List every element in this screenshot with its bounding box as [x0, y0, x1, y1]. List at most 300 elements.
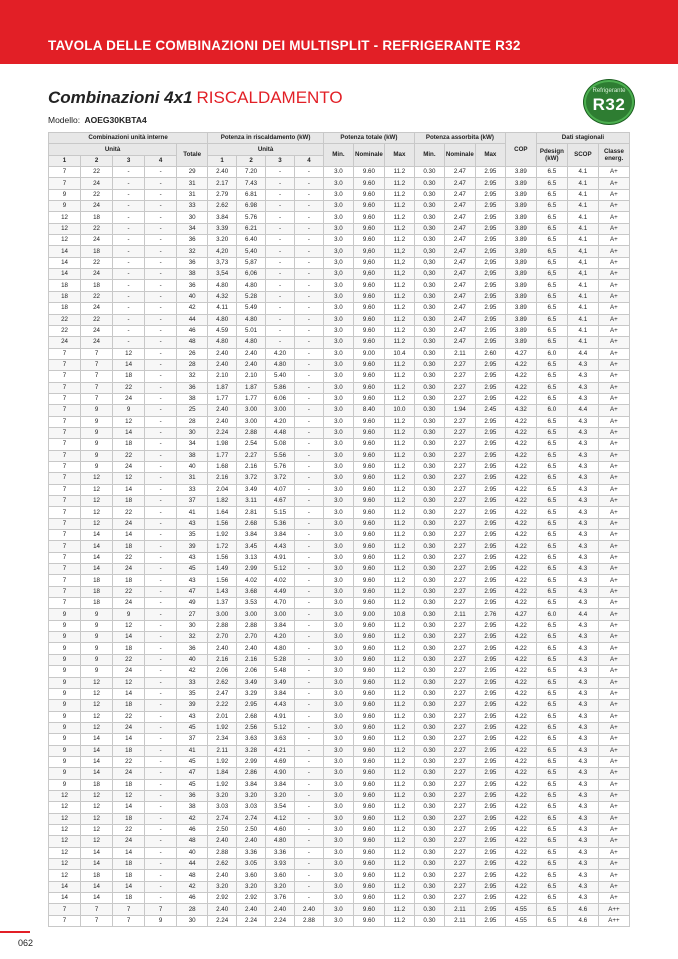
table-cell: 9.60 — [353, 654, 384, 665]
table-cell: 9 — [49, 768, 81, 779]
unit-index-2: 2 — [81, 155, 113, 166]
table-cell: A+ — [598, 189, 629, 200]
table-cell: 11.2 — [384, 598, 414, 609]
table-cell: - — [294, 337, 323, 348]
table-cell: 6.5 — [536, 643, 567, 654]
table-cell: 3.0 — [323, 870, 353, 881]
table-cell: 3.0 — [323, 416, 353, 427]
table-cell: 14 — [81, 847, 113, 858]
table-cell: 3.0 — [323, 824, 353, 835]
table-cell: - — [294, 507, 323, 518]
table-cell: 4.22 — [505, 768, 536, 779]
table-cell: A+ — [598, 836, 629, 847]
table-cell: A+ — [598, 768, 629, 779]
table-cell: 4.22 — [505, 552, 536, 563]
table-cell: 22 — [113, 507, 145, 518]
table-cell: 6.0 — [536, 609, 567, 620]
table-cell: 6.5 — [536, 904, 567, 915]
table-cell: 4.22 — [505, 541, 536, 552]
table-cell: 34 — [177, 439, 208, 450]
table-cell: 3.0 — [323, 915, 353, 926]
table-cell: 11.2 — [384, 382, 414, 393]
table-cell: - — [145, 756, 177, 767]
table-row — [49, 915, 630, 926]
table-cell: 4.1 — [567, 314, 598, 325]
table-cell: 11.2 — [384, 859, 414, 870]
table-cell: - — [266, 314, 295, 325]
table-cell: 6.5 — [536, 586, 567, 597]
table-cell: 6.5 — [536, 745, 567, 756]
table-cell: A+ — [598, 212, 629, 223]
table-cell: 9.60 — [353, 280, 384, 291]
table-cell: 2.47 — [444, 325, 475, 336]
table-cell: - — [294, 745, 323, 756]
table-cell: 3.0 — [323, 768, 353, 779]
table-cell: - — [113, 246, 145, 257]
table-row — [49, 416, 630, 427]
table-cell: 2.27 — [444, 790, 475, 801]
table-cell: - — [294, 609, 323, 620]
table-cell: 9.60 — [353, 223, 384, 234]
table-cell: A+ — [598, 257, 629, 268]
table-cell: 9.60 — [353, 700, 384, 711]
table-cell: 2.95 — [475, 337, 505, 348]
table-cell: 3.0 — [323, 518, 353, 529]
table-cell: A+ — [598, 859, 629, 870]
table-row — [49, 711, 630, 722]
table-cell: 11.2 — [384, 632, 414, 643]
table-cell: 6.0 — [536, 348, 567, 359]
table-cell: 6.5 — [536, 314, 567, 325]
table-cell: 9 — [81, 405, 113, 416]
table-row — [49, 189, 630, 200]
table-cell: 2.47 — [444, 337, 475, 348]
table-cell: - — [113, 337, 145, 348]
table-cell: 4.3 — [567, 654, 598, 665]
table-cell: 0.30 — [414, 802, 444, 813]
table-cell: 3.0 — [323, 359, 353, 370]
table-cell: 1.77 — [208, 393, 237, 404]
table-cell: A+ — [598, 552, 629, 563]
table-cell: - — [145, 382, 177, 393]
table-cell: 4.22 — [505, 893, 536, 904]
table-cell: 2.24 — [208, 915, 237, 926]
table-cell: 18 — [113, 575, 145, 586]
table-cell: A+ — [598, 348, 629, 359]
table-cell: 2.27 — [444, 768, 475, 779]
table-cell: A+ — [598, 541, 629, 552]
table-cell: 0.30 — [414, 382, 444, 393]
table-cell: 2.60 — [475, 348, 505, 359]
table-cell: A+ — [598, 824, 629, 835]
table-cell: 3.0 — [323, 178, 353, 189]
table-cell: 6.5 — [536, 552, 567, 563]
table-cell: - — [294, 779, 323, 790]
table-cell: 11.2 — [384, 677, 414, 688]
table-cell: 3.0 — [323, 291, 353, 302]
table-cell: 2.27 — [444, 893, 475, 904]
table-cell: 14 — [49, 881, 81, 892]
table-cell: 3.72 — [237, 473, 266, 484]
table-cell: 14 — [81, 756, 113, 767]
table-cell: 2.10 — [237, 371, 266, 382]
table-cell: 7 — [49, 461, 81, 472]
table-cell: 14 — [81, 564, 113, 575]
table-cell: 9 — [49, 779, 81, 790]
table-cell: 9 — [49, 756, 81, 767]
table-cell: 2.47 — [444, 280, 475, 291]
table-cell: - — [145, 223, 177, 234]
table-cell: 11.2 — [384, 496, 414, 507]
table-cell: - — [145, 405, 177, 416]
table-cell: 18 — [113, 700, 145, 711]
table-row — [49, 700, 630, 711]
table-cell: 0.30 — [414, 609, 444, 620]
table-cell: 4.22 — [505, 518, 536, 529]
table-cell: 1.72 — [208, 541, 237, 552]
table-cell: 1.87 — [237, 382, 266, 393]
table-cell: 4.55 — [505, 915, 536, 926]
table-cell: 28 — [177, 359, 208, 370]
table-cell: 0.30 — [414, 405, 444, 416]
table-cell: 0.30 — [414, 915, 444, 926]
table-cell: 11.2 — [384, 847, 414, 858]
table-cell: 9.60 — [353, 677, 384, 688]
table-cell: 4.22 — [505, 711, 536, 722]
table-row — [49, 473, 630, 484]
table-cell: 11.2 — [384, 779, 414, 790]
table-cell: 9 — [145, 915, 177, 926]
table-cell: 9 — [81, 439, 113, 450]
table-cell: 0,30 — [414, 269, 444, 280]
table-row — [49, 518, 630, 529]
table-cell: 0.30 — [414, 178, 444, 189]
col-header-abs-max: Max — [475, 144, 505, 167]
table-row — [49, 677, 630, 688]
table-cell: 42 — [177, 881, 208, 892]
table-cell: 0.30 — [414, 348, 444, 359]
table-cell: 4.3 — [567, 768, 598, 779]
table-cell: - — [113, 257, 145, 268]
table-cell: 4.22 — [505, 859, 536, 870]
table-cell: - — [294, 518, 323, 529]
table-cell: 40 — [177, 291, 208, 302]
table-cell: 25 — [177, 405, 208, 416]
table-cell: 14 — [81, 745, 113, 756]
table-cell: 0.30 — [414, 632, 444, 643]
group-header-seasonal: Dati stagionali — [536, 133, 629, 144]
table-cell: 0.30 — [414, 564, 444, 575]
table-cell: A+ — [598, 609, 629, 620]
table-cell: - — [145, 881, 177, 892]
table-cell: 3.63 — [237, 734, 266, 745]
table-cell: 12 — [49, 212, 81, 223]
table-cell: 6.5 — [536, 371, 567, 382]
table-cell: 3.0 — [323, 609, 353, 620]
table-cell: 2.27 — [444, 484, 475, 495]
table-cell: 3.0 — [323, 632, 353, 643]
table-cell: 2.27 — [444, 371, 475, 382]
table-row — [49, 314, 630, 325]
table-cell: 3.89 — [505, 325, 536, 336]
table-cell: 2.47 — [444, 291, 475, 302]
table-cell: 11.2 — [384, 620, 414, 631]
table-row — [49, 303, 630, 314]
table-cell: 2.88 — [208, 620, 237, 631]
table-cell: 4.22 — [505, 813, 536, 824]
table-cell: 12 — [81, 836, 113, 847]
table-cell: 9.60 — [353, 915, 384, 926]
table-cell: 11.2 — [384, 337, 414, 348]
table-cell: 2.95 — [475, 314, 505, 325]
table-cell: - — [145, 450, 177, 461]
table-cell: A+ — [598, 507, 629, 518]
table-cell: 11.2 — [384, 722, 414, 733]
table-cell: - — [145, 167, 177, 178]
table-cell: 3.89 — [505, 280, 536, 291]
table-cell: 3.20 — [208, 881, 237, 892]
table-cell: 49 — [177, 598, 208, 609]
table-cell: 11.2 — [384, 518, 414, 529]
table-cell: 2.27 — [444, 722, 475, 733]
table-cell: 9 — [81, 632, 113, 643]
table-row — [49, 461, 630, 472]
table-row — [49, 824, 630, 835]
table-cell: 6.5 — [536, 223, 567, 234]
table-cell: 2.95 — [475, 223, 505, 234]
table-cell: A+ — [598, 280, 629, 291]
table-cell: - — [113, 212, 145, 223]
table-row — [49, 269, 630, 280]
table-cell: 0.30 — [414, 575, 444, 586]
table-cell: A+ — [598, 666, 629, 677]
table-cell: 0.30 — [414, 654, 444, 665]
table-cell: 6.5 — [536, 416, 567, 427]
table-cell: 3.0 — [323, 314, 353, 325]
table-cell: 3.0 — [323, 847, 353, 858]
table-cell: 9 — [49, 711, 81, 722]
table-cell: 7 — [49, 904, 81, 915]
table-cell: - — [145, 598, 177, 609]
table-cell: 4.07 — [266, 484, 295, 495]
table-cell: A+ — [598, 235, 629, 246]
table-cell: 7.20 — [237, 167, 266, 178]
table-cell: 24 — [81, 337, 113, 348]
table-cell: - — [294, 427, 323, 438]
table-cell: 4.1 — [567, 235, 598, 246]
table-cell: 2.27 — [237, 450, 266, 461]
table-cell: 45 — [177, 564, 208, 575]
table-cell: - — [145, 847, 177, 858]
table-cell: 2.47 — [444, 212, 475, 223]
table-cell: 4.3 — [567, 643, 598, 654]
table-cell: 12 — [81, 484, 113, 495]
table-cell: 2.74 — [208, 813, 237, 824]
table-cell: - — [113, 291, 145, 302]
table-cell: A+ — [598, 178, 629, 189]
table-cell: 2.24 — [208, 427, 237, 438]
table-cell: 11.2 — [384, 461, 414, 472]
table-cell: - — [145, 859, 177, 870]
table-cell: 7 — [145, 904, 177, 915]
table-cell: 2.95 — [475, 167, 505, 178]
table-cell: 4.80 — [237, 337, 266, 348]
table-cell: 2.95 — [475, 507, 505, 518]
table-cell: 12 — [113, 790, 145, 801]
table-cell: 12 — [81, 802, 113, 813]
table-cell: 3.84 — [266, 530, 295, 541]
table-cell: 0.30 — [414, 484, 444, 495]
table-cell: 0.30 — [414, 620, 444, 631]
table-cell: 2.27 — [444, 700, 475, 711]
table-cell: 3.49 — [266, 677, 295, 688]
table-cell: A+ — [598, 496, 629, 507]
table-cell: 14 — [113, 632, 145, 643]
table-cell: 3.0 — [323, 450, 353, 461]
table-cell: 9 — [81, 416, 113, 427]
table-cell: A+ — [598, 269, 629, 280]
table-cell: - — [266, 189, 295, 200]
table-cell: 24 — [49, 337, 81, 348]
table-cell: - — [294, 700, 323, 711]
table-cell: A+ — [598, 371, 629, 382]
table-cell: 2.95 — [475, 643, 505, 654]
table-cell: 4.22 — [505, 461, 536, 472]
table-cell: 4.43 — [266, 541, 295, 552]
table-cell: - — [294, 722, 323, 733]
table-cell: 3.0 — [323, 643, 353, 654]
table-cell: 2.95 — [475, 484, 505, 495]
table-cell: 9.60 — [353, 291, 384, 302]
table-row — [49, 802, 630, 813]
table-cell: 18 — [81, 598, 113, 609]
table-cell: 4.3 — [567, 461, 598, 472]
table-cell: 2.95 — [475, 893, 505, 904]
table-cell: 2.95 — [475, 688, 505, 699]
table-cell: 9.60 — [353, 575, 384, 586]
table-cell: 3.84 — [208, 212, 237, 223]
table-cell: 22 — [113, 711, 145, 722]
table-cell: 7 — [81, 348, 113, 359]
table-cell: 9.60 — [353, 745, 384, 756]
table-cell: 9.60 — [353, 541, 384, 552]
table-row — [49, 484, 630, 495]
table-cell: 2.40 — [208, 167, 237, 178]
table-cell: 2.62 — [208, 859, 237, 870]
table-cell: - — [145, 371, 177, 382]
table-cell: 6.5 — [536, 530, 567, 541]
table-cell: 3.00 — [237, 609, 266, 620]
table-cell: 2.27 — [444, 416, 475, 427]
table-cell: 6.5 — [536, 178, 567, 189]
table-row — [49, 893, 630, 904]
table-cell: 2.27 — [444, 847, 475, 858]
table-cell: 12 — [49, 870, 81, 881]
table-cell: 5.76 — [266, 461, 295, 472]
table-cell: 0.30 — [414, 325, 444, 336]
table-cell: 9 — [81, 666, 113, 677]
table-cell: 3.0 — [323, 348, 353, 359]
table-cell: 1.84 — [208, 768, 237, 779]
table-cell: 10.8 — [384, 609, 414, 620]
table-cell: 4.1 — [567, 303, 598, 314]
table-cell: 11.2 — [384, 734, 414, 745]
table-cell: 9.60 — [353, 734, 384, 745]
badge-caption: Refrigerante — [592, 88, 626, 94]
table-cell: 31 — [177, 473, 208, 484]
table-cell: 0.30 — [414, 598, 444, 609]
table-cell: 12 — [49, 859, 81, 870]
table-cell: 2.27 — [444, 756, 475, 767]
table-cell: 18 — [113, 893, 145, 904]
table-cell: 3.20 — [237, 790, 266, 801]
table-cell: A++ — [598, 915, 629, 926]
table-cell: 0.30 — [414, 745, 444, 756]
table-cell: 11.2 — [384, 427, 414, 438]
table-cell: 18 — [81, 212, 113, 223]
table-cell: 22 — [81, 291, 113, 302]
table-cell: - — [294, 303, 323, 314]
table-cell: 12 — [81, 824, 113, 835]
table-cell: - — [294, 496, 323, 507]
table-cell: 2.88 — [294, 915, 323, 926]
table-cell: 4.49 — [266, 586, 295, 597]
table-cell: 0.30 — [414, 643, 444, 654]
table-cell: - — [113, 325, 145, 336]
table-row — [49, 496, 630, 507]
table-cell: 3.0 — [323, 530, 353, 541]
table-cell: 4.22 — [505, 598, 536, 609]
table-cell: A+ — [598, 393, 629, 404]
table-cell: 6.5 — [536, 598, 567, 609]
table-cell: 2,95 — [475, 257, 505, 268]
table-cell: A+ — [598, 382, 629, 393]
table-cell: - — [113, 189, 145, 200]
table-cell: 0.30 — [414, 371, 444, 382]
col-header-classe: Classe energ. — [598, 144, 629, 167]
table-cell: - — [294, 314, 323, 325]
table-cell: 7 — [49, 564, 81, 575]
table-cell: - — [145, 564, 177, 575]
table-cell: 5.40 — [266, 371, 295, 382]
table-cell: 5,87 — [237, 257, 266, 268]
table-cell: - — [145, 836, 177, 847]
table-cell: - — [266, 337, 295, 348]
table-cell: 3,89 — [505, 269, 536, 280]
table-cell: 3.29 — [237, 688, 266, 699]
table-cell: 4.22 — [505, 575, 536, 586]
table-cell: 3.84 — [237, 530, 266, 541]
table-cell: 4.3 — [567, 836, 598, 847]
table-row — [49, 768, 630, 779]
table-cell: 10.0 — [384, 405, 414, 416]
table-cell: 9.60 — [353, 836, 384, 847]
table-cell: 2.40 — [208, 416, 237, 427]
table-cell: 9.60 — [353, 666, 384, 677]
table-cell: 4.3 — [567, 439, 598, 450]
table-cell: 3.0 — [323, 541, 353, 552]
table-cell: 2.47 — [444, 235, 475, 246]
table-cell: 4.22 — [505, 847, 536, 858]
table-cell: 22 — [81, 189, 113, 200]
table-cell: 2.27 — [444, 802, 475, 813]
table-cell: 6.5 — [536, 496, 567, 507]
table-cell: 9 — [49, 189, 81, 200]
table-cell: 2.62 — [208, 677, 237, 688]
table-cell: 4.80 — [208, 280, 237, 291]
table-cell: 18 — [81, 575, 113, 586]
table-row — [49, 904, 630, 915]
